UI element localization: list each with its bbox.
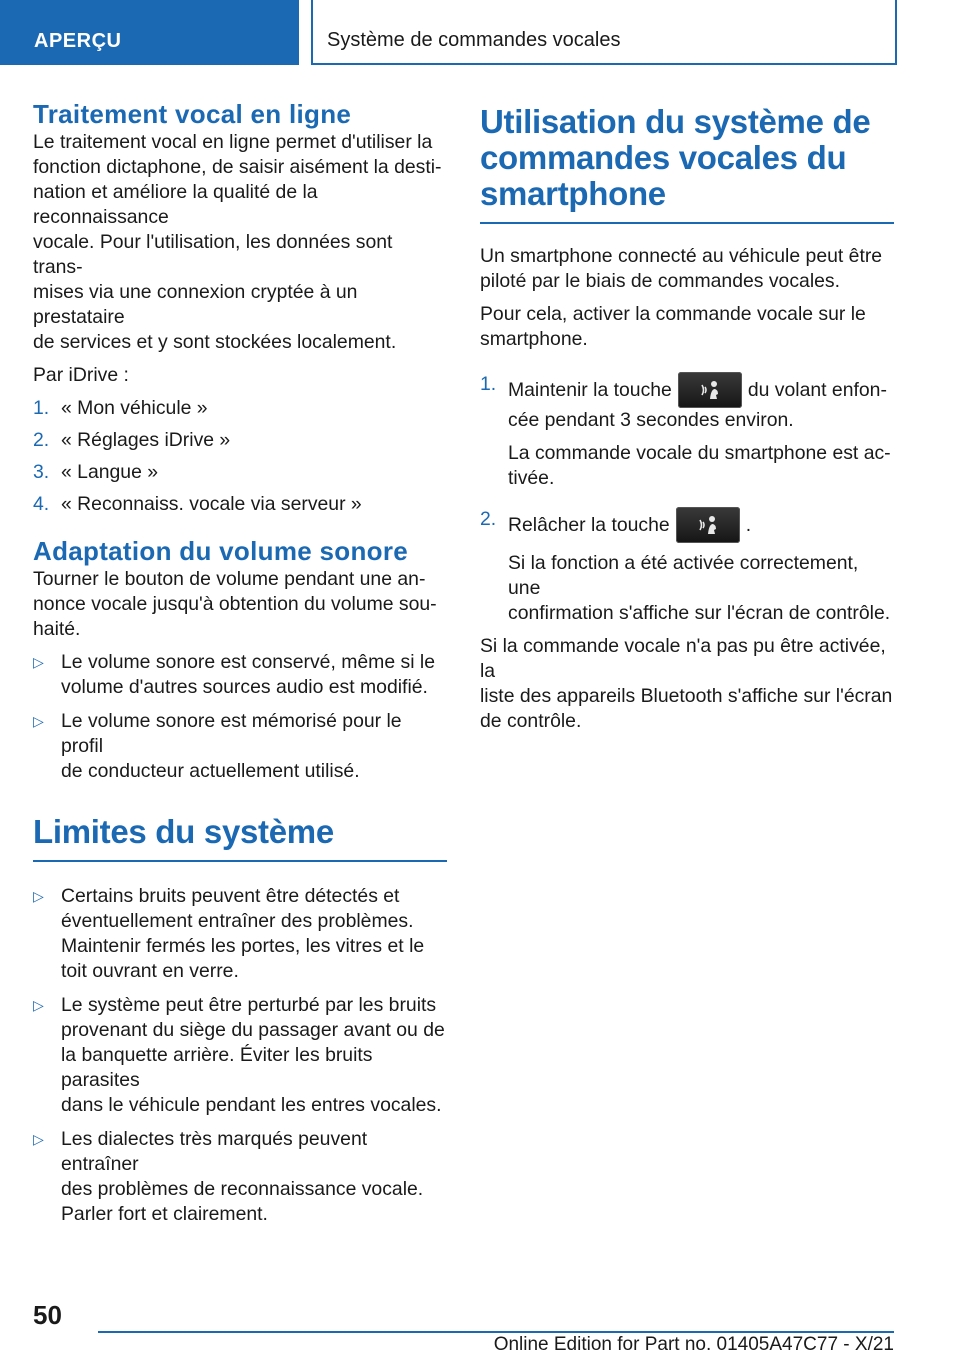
section-title: APERÇU	[34, 30, 122, 52]
step-text: « Reconnaiss. vocale via serveur »	[61, 493, 362, 515]
smartphone-fallback: Si la commande vocale n'a pas pu être activée, la liste des appareils Bluetooth s'affiche sur l'écran de contrôle.	[480, 635, 893, 732]
step-number: 2.	[33, 429, 50, 451]
step-item: 2. Relâcher la touche . Si la fonction a été activée correctement, une confirmation s'affiche sur l'écran de contrôle.	[480, 508, 891, 624]
smartphone-intro: Un smartphone connecté au véhicule peut être piloté par le biais de commandes vocales.	[480, 245, 883, 292]
step-item	[33, 492, 447, 517]
volume-heading: Adaptation du volume sonore	[33, 536, 409, 566]
triangle-bullet-icon: ▷	[33, 654, 44, 670]
online-speech-heading: Traitement vocal en ligne	[33, 99, 352, 129]
footer-divider	[98, 1331, 894, 1333]
limits-heading: Limites du système	[33, 814, 447, 862]
triangle-bullet-icon: ▷	[33, 1131, 44, 1147]
step-text: « Réglages iDrive »	[61, 429, 231, 451]
step-text: « Mon véhicule »	[61, 397, 208, 419]
online-speech-body: Le traitement vocal en ligne permet d'utiliser la fonction dictaphone, de saisir aisément la desti‐ nation et améliore la qualité de la reconnaissance vocale. Pour l'utilisation, les données sont trans‐ mises via une connexion cryptée à un prestataire de services et y sont stockées localement.	[33, 131, 442, 353]
step-number: 4.	[33, 493, 50, 515]
step-number: 2.	[480, 508, 497, 530]
voice-command-key-icon	[678, 372, 742, 408]
page-number: 50	[33, 1300, 62, 1330]
step-item: 1. Maintenir la touche du volant enfon‐ cée pendant 3 secondes environ. La commande vocale du smartphone est ac‐ tivée.	[480, 373, 891, 489]
triangle-bullet-icon: ▷	[33, 713, 44, 729]
chapter-title: Système de commandes vocales	[327, 29, 621, 51]
list-item: ▷ Certains bruits peuvent être détectés et éventuellement entraîner des problèmes. Maintenir fermés les portes, les vitres et le toit ouvrant en verre.	[33, 885, 425, 982]
smartphone-activate: Pour cela, activer la commande vocale sur le smartphone.	[480, 303, 866, 350]
step-item	[33, 460, 447, 485]
step-text: « Langue »	[61, 461, 159, 483]
step-number: 3.	[33, 461, 50, 483]
voice-command-key-icon	[676, 507, 740, 543]
volume-body: Tourner le bouton de volume pendant une an‐ nonce vocale jusqu'à obtention du volume sou‐ haité.	[33, 568, 437, 640]
smartphone-heading: Utilisation du système de commandes vocales du smartphone	[480, 104, 894, 224]
list-item: ▷ Le volume sonore est mémorisé pour le profil de conducteur actuellement utilisé.	[33, 710, 402, 782]
list-item: ▷ Les dialectes très marqués peuvent entraîner des problèmes de reconnaissance vocale. Parler fort et clairement.	[33, 1128, 424, 1225]
chapter-header	[311, 0, 897, 65]
list-item: ▷ Le volume sonore est conservé, même si le volume d'autres sources audio est modifié.	[33, 651, 435, 698]
idrive-path-intro: Par iDrive :	[33, 364, 129, 386]
section-tab	[0, 0, 299, 65]
step-number: 1.	[480, 373, 497, 395]
right-column	[480, 104, 894, 734]
triangle-bullet-icon: ▷	[33, 997, 44, 1013]
step-item	[33, 396, 447, 421]
list-item: ▷ Le système peut être perturbé par les bruits provenant du siège du passager avant ou de la banquette arrière. Éviter les bruits parasites dans le véhicule pendant les entres vocales.	[33, 994, 445, 1116]
triangle-bullet-icon: ▷	[33, 888, 44, 904]
left-column	[33, 98, 447, 1227]
footer-edition: Online Edition for Part no. 01405A47C77 - X/21	[493, 1334, 894, 1355]
step-item	[33, 428, 447, 453]
step-number: 1.	[33, 397, 50, 419]
